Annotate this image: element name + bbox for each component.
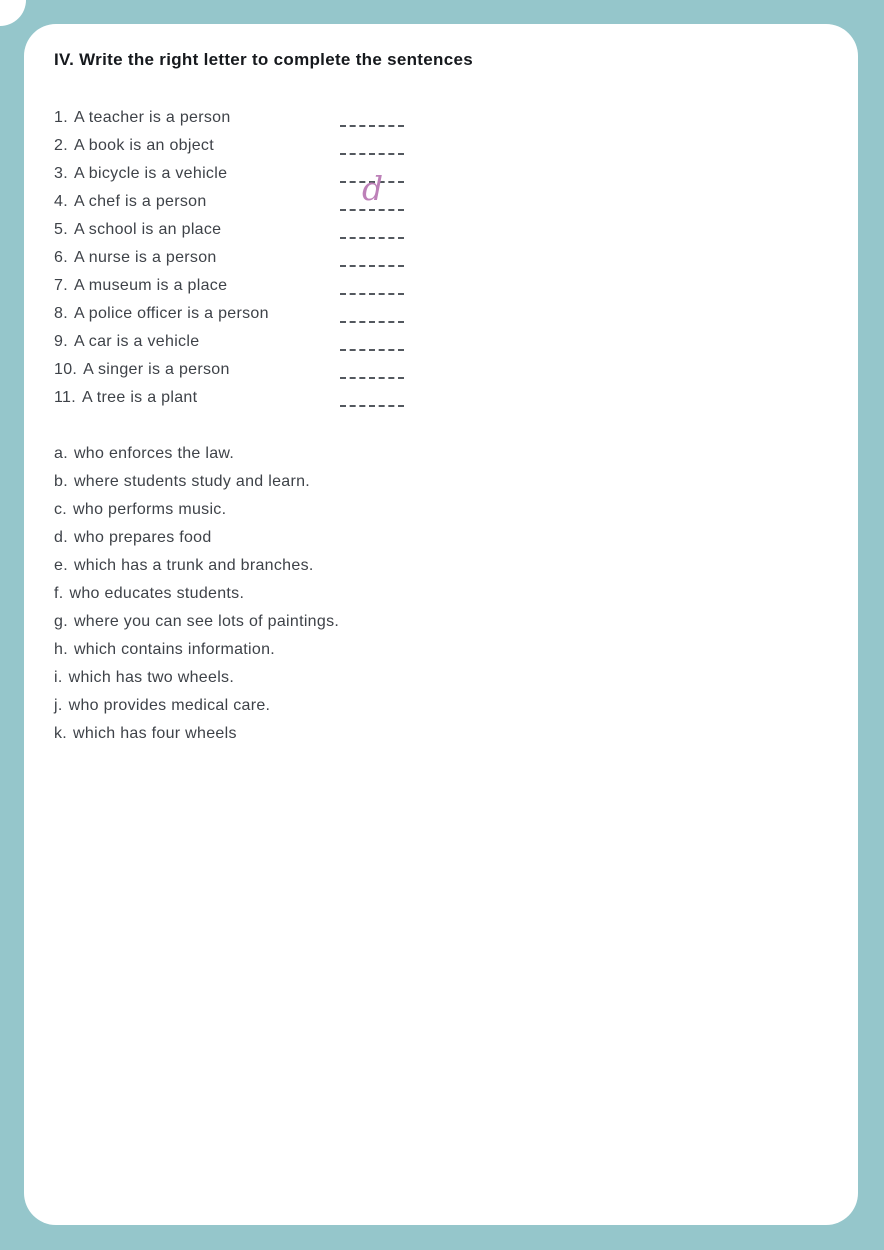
worksheet-title: IV. Write the right letter to complete the sentences xyxy=(54,50,473,69)
sentence-text: A police officer is a person xyxy=(73,305,269,322)
sentence-text: A tree is a plant xyxy=(81,389,198,406)
sentence-row xyxy=(54,244,828,272)
option-row xyxy=(54,552,828,580)
sentence-text: A book is an object xyxy=(73,137,214,154)
option-text: who prepares food xyxy=(73,529,212,546)
sentence-text: A singer is a person xyxy=(83,361,230,378)
answer-blank[interactable] xyxy=(340,115,404,127)
sentence-number: 11. xyxy=(54,389,76,406)
answer-blank[interactable] xyxy=(340,367,404,379)
sentence-row xyxy=(54,160,828,188)
worksheet-card xyxy=(24,24,858,1225)
option-text: which has four wheels xyxy=(73,725,237,742)
option-row xyxy=(54,440,828,468)
sentence-text: A teacher is a person xyxy=(73,109,231,126)
sentence-number: 9. xyxy=(54,333,68,350)
sentence-text: A chef is a person xyxy=(73,193,207,210)
answer-blank[interactable] xyxy=(340,339,404,351)
option-row xyxy=(54,664,828,692)
option-letter: a. xyxy=(54,445,68,462)
sentence-number: 5. xyxy=(54,221,68,238)
answer-blank[interactable] xyxy=(340,143,404,155)
option-text: who enforces the law. xyxy=(73,445,235,462)
sentence-number: 3. xyxy=(54,165,68,182)
option-text: who provides medical care. xyxy=(68,697,271,714)
option-row xyxy=(54,580,828,608)
sentence-row xyxy=(54,216,828,244)
answer-blank[interactable] xyxy=(340,171,404,183)
option-letter: d. xyxy=(54,529,68,546)
option-text: which has a trunk and branches. xyxy=(73,557,314,574)
option-text: which contains information. xyxy=(73,641,276,658)
sentence-number: 8. xyxy=(54,305,68,322)
sentence-row xyxy=(54,272,828,300)
option-letter: e. xyxy=(54,557,68,574)
option-row xyxy=(54,468,828,496)
option-letter: h. xyxy=(54,641,68,658)
option-letter: k. xyxy=(54,725,68,742)
sentence-number: 2. xyxy=(54,137,68,154)
page-corner-artifact xyxy=(0,0,26,26)
option-text: where students study and learn. xyxy=(73,473,311,490)
sentence-row xyxy=(54,104,828,132)
option-letter: b. xyxy=(54,473,68,490)
answer-blank[interactable] xyxy=(340,395,404,407)
option-letter: i. xyxy=(54,669,63,686)
option-text: where you can see lots of paintings. xyxy=(73,613,340,630)
answer-blank[interactable] xyxy=(340,311,404,323)
sentence-row xyxy=(54,300,828,328)
answer-blank[interactable] xyxy=(340,255,404,267)
sentence-text: A nurse is a person xyxy=(73,249,217,266)
option-letter: c. xyxy=(54,501,68,518)
sentence-number: 6. xyxy=(54,249,68,266)
sentence-text: A school is an place xyxy=(73,221,222,238)
option-row xyxy=(54,636,828,664)
option-letter: g. xyxy=(54,613,68,630)
sentence-number: 4. xyxy=(54,193,68,210)
handwritten-answer: d xyxy=(362,169,384,208)
option-row xyxy=(54,524,828,552)
option-row xyxy=(54,720,828,748)
sentence-number: 10. xyxy=(54,361,78,378)
option-row xyxy=(54,496,828,524)
answer-blank[interactable] xyxy=(340,199,404,211)
sentence-number: 7. xyxy=(54,277,68,294)
sentence-text: A museum is a place xyxy=(73,277,228,294)
sentence-row xyxy=(54,328,828,356)
option-row xyxy=(54,608,828,636)
sentence-number: 1. xyxy=(54,109,68,126)
option-letter: f. xyxy=(54,585,64,602)
answer-blank[interactable] xyxy=(340,283,404,295)
answer-blank[interactable] xyxy=(340,227,404,239)
option-text: who educates students. xyxy=(69,585,245,602)
sentence-list xyxy=(54,104,828,412)
option-text: which has two wheels. xyxy=(68,669,235,686)
sentence-text: A bicycle is a vehicle xyxy=(73,165,228,182)
sentence-row xyxy=(54,356,828,384)
option-letter: j. xyxy=(54,697,63,714)
sentence-row xyxy=(54,384,828,412)
option-list xyxy=(54,440,828,748)
option-row xyxy=(54,692,828,720)
sentence-text: A car is a vehicle xyxy=(73,333,200,350)
option-text: who performs music. xyxy=(73,501,227,518)
sentence-row xyxy=(54,132,828,160)
